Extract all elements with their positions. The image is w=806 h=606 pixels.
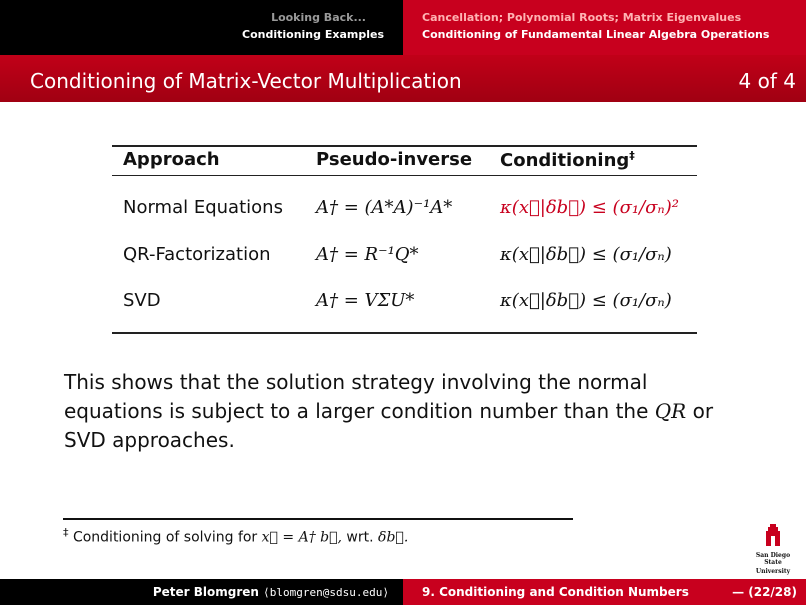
- table-cell-cond-normal: κ(x⃗|δb⃗) ≤ (σ₁/σₙ)²: [500, 197, 679, 218]
- sdsu-logo-line1: San Diego State: [755, 552, 791, 566]
- footnote-formula: x⃗ = A† b⃗,: [261, 529, 342, 546]
- table-cell-pinv-normal: A† = (A*A)⁻¹A*: [316, 197, 453, 218]
- slide-title: Conditioning of Matrix-Vector Multiplication: [30, 69, 462, 93]
- body-paragraph: [64, 368, 744, 455]
- table-header-conditioning-label: Conditioning: [500, 150, 630, 171]
- body-paragraph-qr: QR: [654, 399, 687, 423]
- nav-link-cancellation[interactable]: Cancellation; Polynomial Roots; Matrix Eigenvalues: [422, 11, 742, 24]
- table-header-conditioning: [500, 149, 635, 171]
- footer-author-block: [0, 579, 403, 605]
- footer-section-block: [403, 579, 806, 605]
- body-paragraph-text-2: or SVD approaches.: [64, 399, 714, 452]
- table-rule-bottom: [112, 332, 697, 334]
- table-rule-mid: [112, 175, 697, 176]
- slide-page-counter: 4 of 4: [738, 69, 796, 93]
- table-cell-approach-qr: QR-Factorization: [123, 244, 271, 265]
- sdsu-logo-line2: University: [755, 568, 791, 575]
- footnote-wrt-formula: δb⃗.: [378, 529, 409, 546]
- table-header-pseudo-inverse: Pseudo-inverse: [316, 149, 473, 170]
- table-cell-approach-normal: Normal Equations: [123, 197, 283, 218]
- header-nav-left: [0, 0, 393, 55]
- slide-title-bar: [0, 55, 806, 102]
- nav-link-conditioning-linear-algebra[interactable]: Conditioning of Fundamental Linear Algebra Operations: [422, 28, 770, 41]
- footer-email: ⟨blomgren@sdsu.edu⟩: [263, 586, 389, 599]
- table-cell-pinv-svd: A† = VΣU*: [316, 290, 415, 311]
- table-cell-pinv-qr: A† = R⁻¹Q*: [316, 244, 419, 265]
- table-rule-top: [112, 145, 697, 147]
- footnote-mark: ‡: [63, 526, 69, 539]
- footer-section[interactable]: 9. Conditioning and Condition Numbers: [422, 585, 689, 599]
- footnote-text: Conditioning of solving for: [72, 529, 258, 546]
- sdsu-tower-icon: [765, 524, 781, 546]
- table-header-approach: Approach: [123, 149, 220, 170]
- body-paragraph-text-1: This shows that the solution strategy involving the normal equations is subject to a larger condition number than the: [64, 370, 655, 423]
- table-cell-cond-qr: κ(x⃗|δb⃗) ≤ (σ₁/σₙ): [500, 244, 672, 265]
- footer-author: Peter Blomgren: [152, 585, 259, 599]
- nav-link-conditioning-examples[interactable]: Conditioning Examples: [242, 28, 384, 41]
- table-cell-approach-svd: SVD: [123, 290, 161, 311]
- sdsu-logo: [748, 524, 798, 575]
- footnote-wrt: wrt.: [346, 529, 374, 546]
- footnote-rule: [63, 518, 573, 520]
- footer-page-number: — (22/28): [732, 585, 797, 599]
- nav-link-looking-back[interactable]: Looking Back...: [271, 11, 366, 24]
- header-nav-right: [403, 0, 806, 55]
- table-cell-cond-svd: κ(x⃗|δb⃗) ≤ (σ₁/σₙ): [500, 290, 672, 311]
- table-header-footnote-mark: ‡: [629, 149, 635, 162]
- footnote: [63, 526, 408, 546]
